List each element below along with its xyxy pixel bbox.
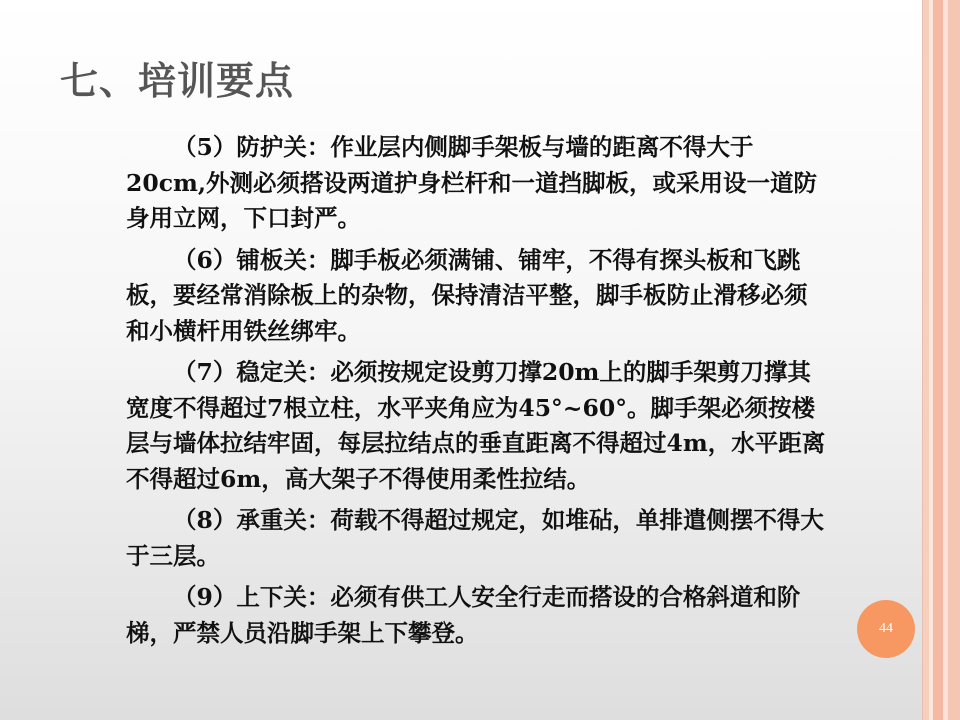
page-number: 44: [879, 621, 893, 636]
paragraph-plank: （6）铺板关：脚手板必须满铺、铺牢，不得有探头板和飞跳板，要经常消除板上的杂物，保持清洁平整，脚手板防止滑移必须和小横杆用铁丝绑牢。: [126, 245, 808, 345]
paragraph-load: （8）承重关：荷载不得超过规定，如堆砧，单排遣侧摆不得大于三层。: [126, 506, 824, 570]
slide-title: 七、培训要点: [60, 58, 295, 103]
paragraph-protection: （5）防护关：作业层内侧脚手架板与墙的距离不得大于20cm,外测必须搭设两道护身栏杆和一道挡脚板，或采用设一道防身用立网，下口封严。: [126, 133, 818, 232]
slide-body: [126, 130, 826, 657]
decor-stripe: [933, 0, 943, 720]
decor-stripe: [948, 0, 960, 720]
paragraph-access: （9）上下关：必须有供工人安全行走而搭设的合格斜道和阶梯，严禁人员沿脚手架上下攀登。: [126, 583, 801, 647]
page-number-badge: [857, 600, 915, 658]
paragraph-stability: （7）稳定关：必须按规定设剪刀撑20m上的脚手架剪刀撑其宽度不得超过7根立柱，水平夹角应为45°~60°。脚手架必须按楼层与墙体拉结牢固，每层拉结点的垂直距离不得超过4m，水平距离不得超过6m，高大架子不得使用柔性拉结。: [126, 358, 826, 493]
